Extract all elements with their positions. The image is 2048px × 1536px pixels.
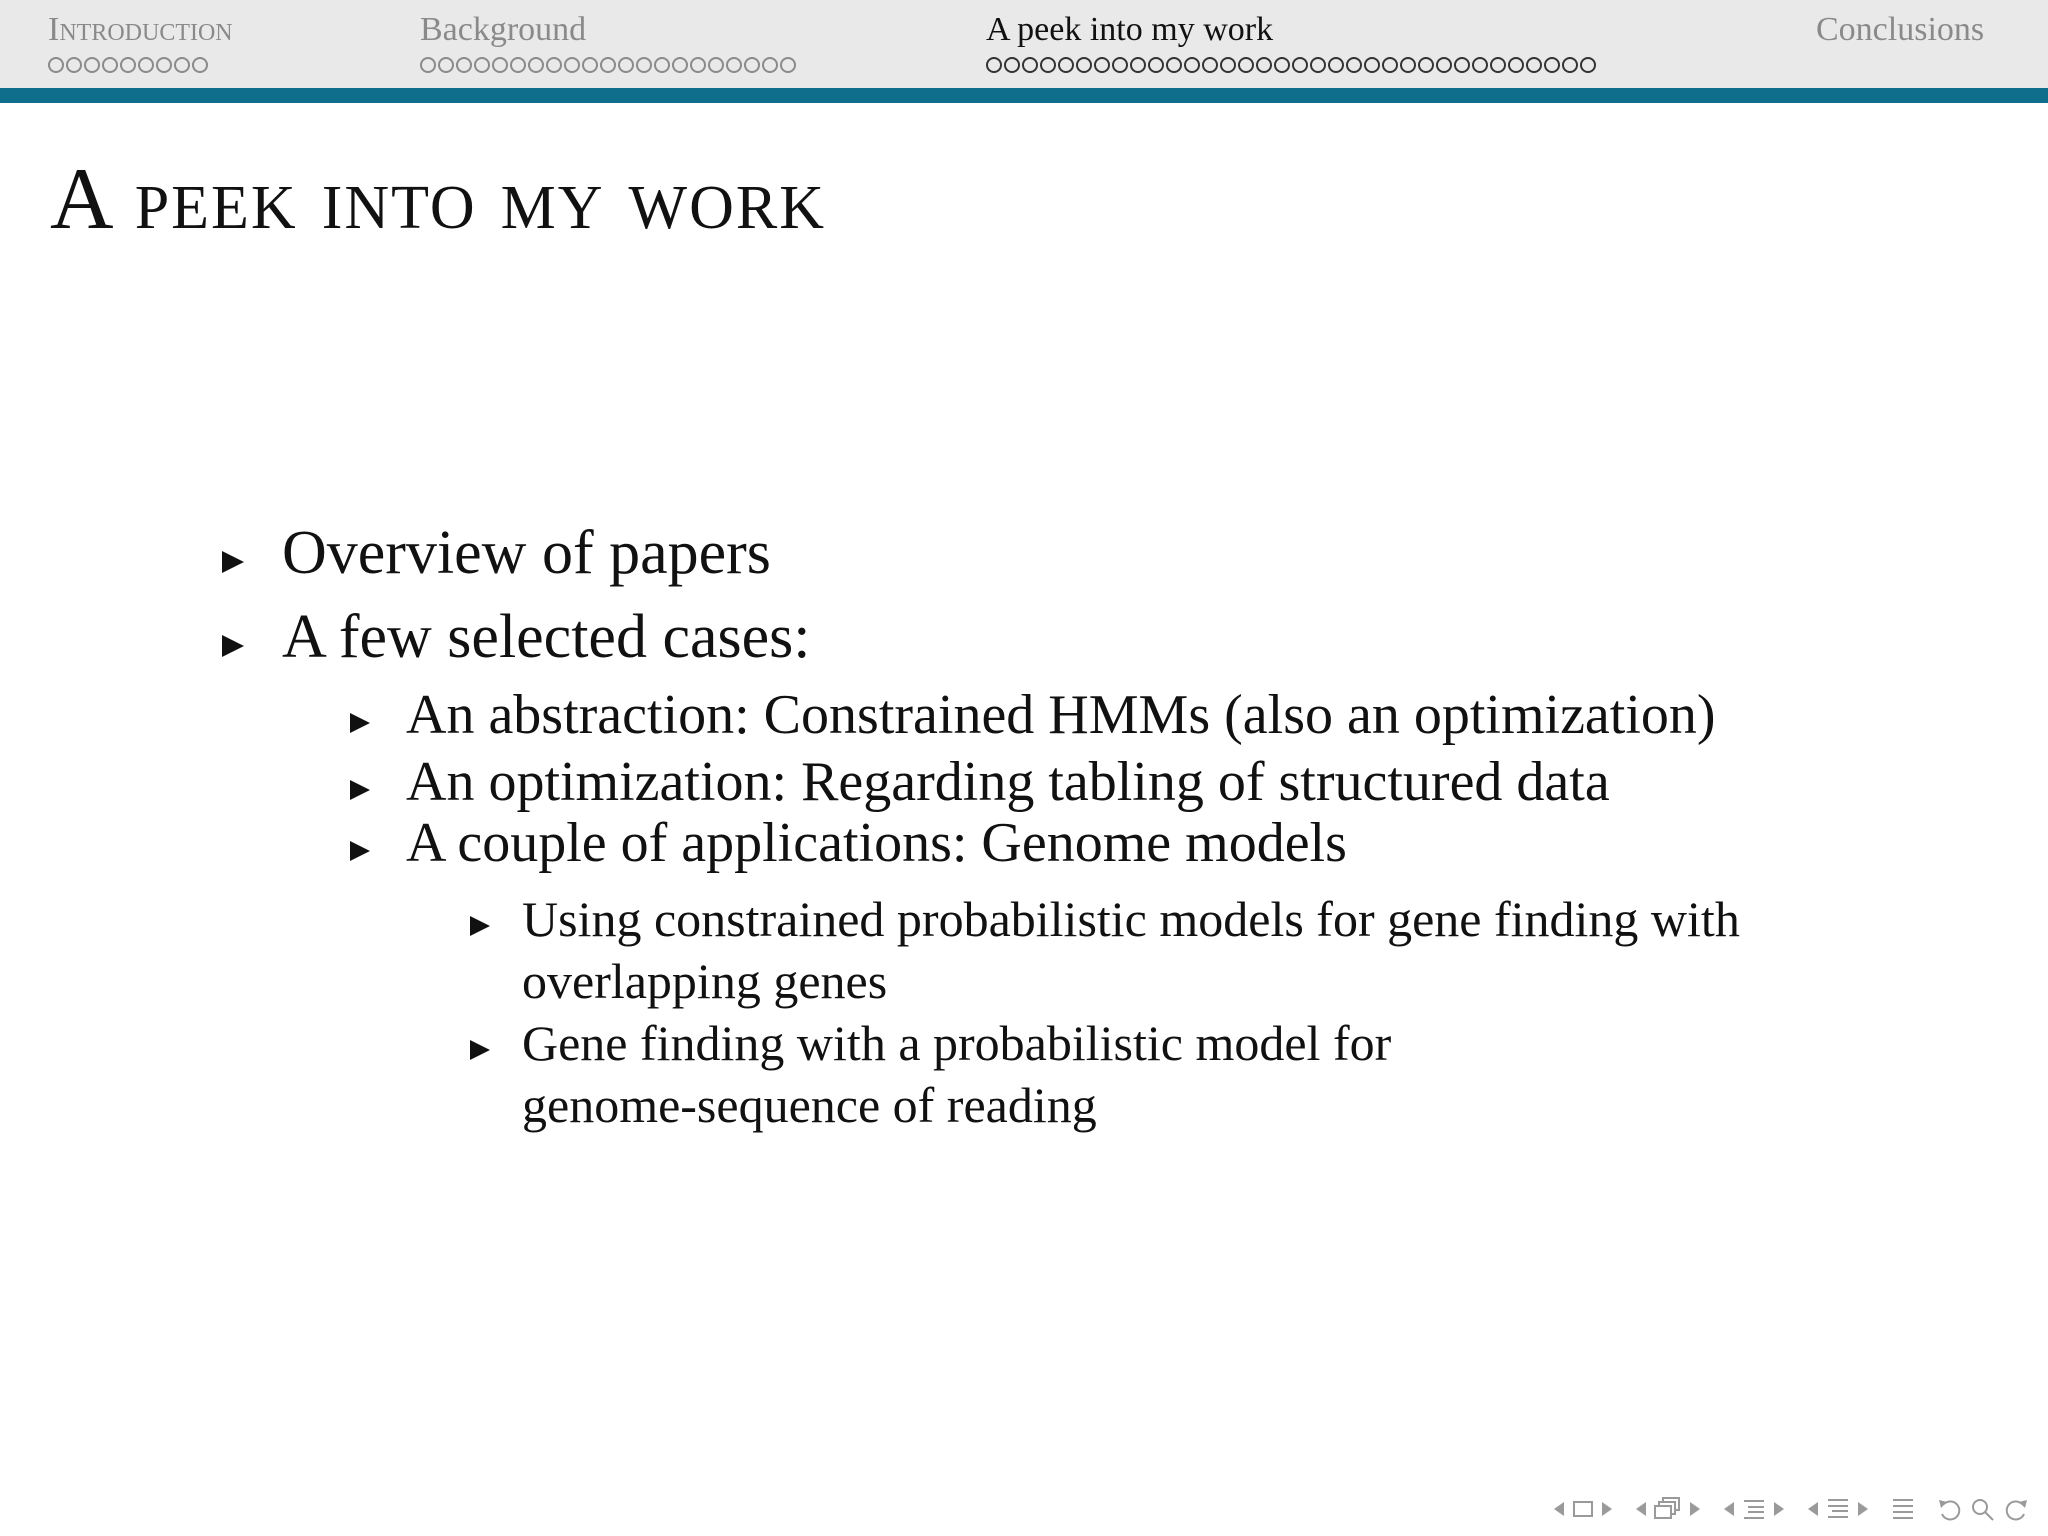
bullet-triangle-icon: [470, 1040, 490, 1060]
frame-dot-icon[interactable]: [600, 57, 616, 73]
section-navigation-bar: [0, 0, 2048, 88]
search-icon[interactable]: [1969, 1496, 1997, 1522]
bullet-triangle-icon: [350, 841, 370, 861]
list-item: [470, 1012, 1550, 1136]
frame-dot-icon[interactable]: [1580, 57, 1596, 73]
frame-dot-icon[interactable]: [690, 57, 706, 73]
frame-dot-icon[interactable]: [1274, 57, 1290, 73]
list-item: [350, 749, 1610, 815]
frame-dots: [420, 54, 796, 76]
nav-section-peek[interactable]: [986, 8, 1596, 76]
frame-dot-icon[interactable]: [1166, 57, 1182, 73]
frame-dot-icon[interactable]: [762, 57, 778, 73]
list-item: [470, 888, 1910, 1012]
frame-dot-icon[interactable]: [582, 57, 598, 73]
frame-dot-icon[interactable]: [66, 57, 82, 73]
frame-icon[interactable]: [1571, 1499, 1595, 1519]
frame-dot-icon[interactable]: [1112, 57, 1128, 73]
frame-dot-icon[interactable]: [438, 57, 454, 73]
list-item-text: Using constrained probabilistic models for gene finding with overlapping genes: [522, 891, 1740, 1009]
frame-dot-icon[interactable]: [1202, 57, 1218, 73]
frame-dot-icon[interactable]: [1364, 57, 1380, 73]
frame-prev-icon[interactable]: [1552, 1500, 1566, 1518]
frame-dot-icon[interactable]: [138, 57, 154, 73]
subsection-prev-icon[interactable]: [1634, 1500, 1648, 1518]
list-item-text: An optimization: Regarding tabling of structured data: [406, 751, 1610, 813]
frame-dots: [986, 54, 1596, 76]
frame-dot-icon[interactable]: [120, 57, 136, 73]
frame-dot-icon[interactable]: [1526, 57, 1542, 73]
frame-dot-icon[interactable]: [986, 57, 1002, 73]
frame-dot-icon[interactable]: [1184, 57, 1200, 73]
frame-dot-icon[interactable]: [1076, 57, 1092, 73]
bullet-triangle-icon: [470, 916, 490, 936]
frame-dot-icon[interactable]: [636, 57, 652, 73]
frame-dot-icon[interactable]: [1454, 57, 1470, 73]
frame-dot-icon[interactable]: [780, 57, 796, 73]
section-icon[interactable]: [1741, 1496, 1767, 1522]
frame-dot-icon[interactable]: [1256, 57, 1272, 73]
frame-next-icon[interactable]: [1600, 1500, 1614, 1518]
frame-dot-icon[interactable]: [492, 57, 508, 73]
list-item: [222, 516, 771, 590]
document-next-icon[interactable]: [1856, 1500, 1870, 1518]
frame-dot-icon[interactable]: [1058, 57, 1074, 73]
nav-section-title[interactable]: Introduction: [48, 11, 233, 48]
frame-dot-icon[interactable]: [510, 57, 526, 73]
frame-dot-icon[interactable]: [528, 57, 544, 73]
history-nav-group: [1936, 1496, 2030, 1522]
frame-dot-icon[interactable]: [1490, 57, 1506, 73]
section-next-icon[interactable]: [1772, 1500, 1786, 1518]
frame-dot-icon[interactable]: [1400, 57, 1416, 73]
bullet-triangle-icon: [350, 780, 370, 800]
list-item-text: Overview of papers: [282, 519, 771, 587]
outline-nav-group: [1890, 1496, 1916, 1522]
frame-dot-icon[interactable]: [1382, 57, 1398, 73]
frame-dot-icon[interactable]: [174, 57, 190, 73]
nav-section-conclusions[interactable]: [1816, 8, 1984, 52]
frame-dot-icon[interactable]: [1472, 57, 1488, 73]
frame-dots: [48, 54, 233, 76]
list-item-text: Gene finding with a probabilistic model for genome-sequence of reading: [522, 1015, 1392, 1133]
section-nav-group: [1722, 1496, 1786, 1522]
nav-section-background[interactable]: [420, 8, 796, 76]
frame-dot-icon[interactable]: [1238, 57, 1254, 73]
frame-dot-icon[interactable]: [1328, 57, 1344, 73]
frame-dot-icon[interactable]: [1022, 57, 1038, 73]
navigation-symbols: [1538, 1496, 2030, 1522]
bullet-triangle-icon: [222, 551, 244, 573]
frame-dot-icon[interactable]: [1544, 57, 1560, 73]
document-icon[interactable]: [1825, 1496, 1851, 1522]
frame-title: A peek into my work: [50, 151, 826, 248]
document-nav-group: [1806, 1496, 1870, 1522]
frame-dot-icon[interactable]: [102, 57, 118, 73]
frame-dot-icon[interactable]: [708, 57, 724, 73]
frame-dot-icon[interactable]: [1292, 57, 1308, 73]
list-item-text: A couple of applications: Genome models: [406, 812, 1347, 874]
bullet-triangle-icon: [350, 713, 370, 733]
frame-dot-icon[interactable]: [564, 57, 580, 73]
subsection-icon[interactable]: [1653, 1496, 1683, 1522]
frame-dot-icon[interactable]: [1004, 57, 1020, 73]
document-prev-icon[interactable]: [1806, 1500, 1820, 1518]
back-icon[interactable]: [1936, 1496, 1964, 1522]
frame-dot-icon[interactable]: [456, 57, 472, 73]
subsection-next-icon[interactable]: [1688, 1500, 1702, 1518]
frame-dot-icon[interactable]: [420, 57, 436, 73]
frame-dot-icon[interactable]: [1130, 57, 1146, 73]
outline-icon[interactable]: [1890, 1496, 1916, 1522]
frame-dot-icon[interactable]: [48, 57, 64, 73]
section-prev-icon[interactable]: [1722, 1500, 1736, 1518]
subsection-nav-group: [1634, 1496, 1702, 1522]
frame-dot-icon[interactable]: [654, 57, 670, 73]
frame-dot-icon[interactable]: [84, 57, 100, 73]
frame-dot-icon[interactable]: [1508, 57, 1524, 73]
frame-dot-icon[interactable]: [1346, 57, 1362, 73]
frame-dot-icon[interactable]: [672, 57, 688, 73]
frame-dot-icon[interactable]: [1094, 57, 1110, 73]
nav-divider-rule: [0, 88, 2048, 103]
frame-dot-icon[interactable]: [1562, 57, 1578, 73]
frame-dot-icon[interactable]: [1148, 57, 1164, 73]
frame-dot-icon[interactable]: [1220, 57, 1236, 73]
frame-dot-icon[interactable]: [156, 57, 172, 73]
frame-dot-icon[interactable]: [744, 57, 760, 73]
nav-section-title[interactable]: Conclusions: [1816, 11, 1985, 48]
list-item-text: A few selected cases:: [282, 603, 811, 671]
frame-dot-icon[interactable]: [474, 57, 490, 73]
list-item: [350, 810, 1347, 876]
frame-dot-icon[interactable]: [1310, 57, 1326, 73]
forward-icon[interactable]: [2002, 1496, 2030, 1522]
frame-nav-group: [1552, 1499, 1614, 1519]
nav-section-title[interactable]: Background: [420, 11, 587, 48]
list-item-text: An abstraction: Constrained HMMs (also an optimization): [406, 684, 1716, 746]
list-item: [350, 682, 1716, 748]
nav-section-introduction[interactable]: [48, 8, 233, 76]
frame-dot-icon[interactable]: [1436, 57, 1452, 73]
frame-dot-icon[interactable]: [1040, 57, 1056, 73]
frame-dot-icon[interactable]: [1418, 57, 1434, 73]
nav-section-title[interactable]: A peek into my work: [986, 11, 1274, 48]
list-item: [222, 600, 810, 674]
bullet-triangle-icon: [222, 635, 244, 657]
frame-dot-icon[interactable]: [192, 57, 208, 73]
frame-dot-icon[interactable]: [726, 57, 742, 73]
frame-dot-icon[interactable]: [618, 57, 634, 73]
frame-dot-icon[interactable]: [546, 57, 562, 73]
